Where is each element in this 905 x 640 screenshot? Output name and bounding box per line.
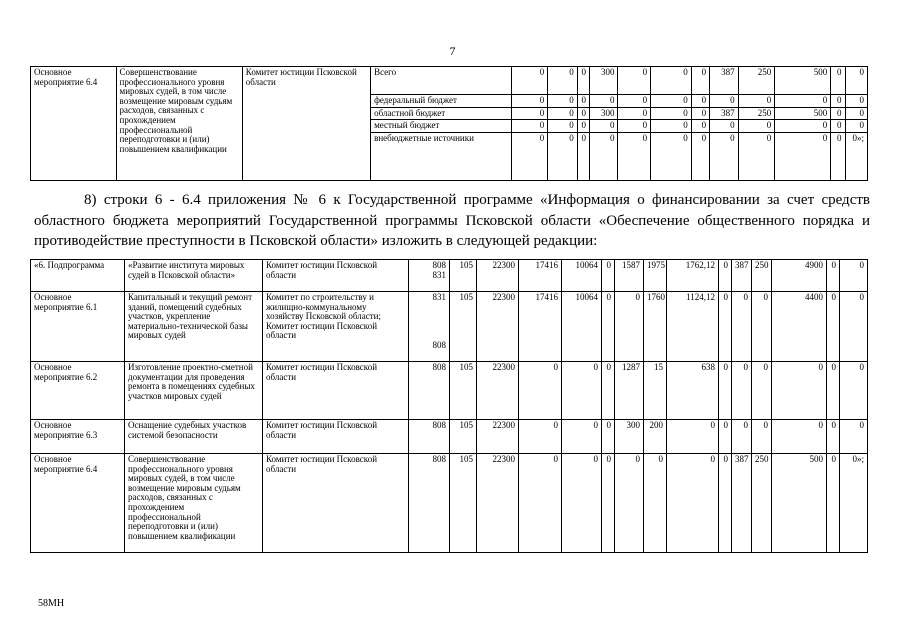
table-cell: 0 [644, 454, 667, 553]
document-code: 58МН [38, 598, 65, 609]
table-cell: 0 [519, 454, 562, 553]
table-cell: 0 [577, 67, 589, 95]
table-cell: 0 [775, 95, 831, 108]
table-cell: 0 [511, 67, 548, 95]
table-cell: 0 [732, 292, 752, 362]
table-row [31, 454, 868, 553]
table-cell: 0 [691, 67, 709, 95]
table-row [31, 67, 868, 95]
table-cell: 0 [562, 454, 602, 553]
table-cell: 0 [577, 95, 589, 108]
table-cell: 0 [827, 260, 840, 292]
table-cell: 0 [845, 67, 867, 95]
table-cell: 0 [691, 95, 709, 108]
table-cell: 0 [548, 120, 578, 133]
table-cell: 0 [562, 362, 602, 420]
table-cell: 0 [752, 362, 772, 420]
table-cell: 0 [840, 420, 868, 454]
table-cell: 0 [845, 95, 867, 108]
table-cell: 0 [651, 95, 692, 108]
table-cell: «6. Подпрограмма [31, 260, 125, 292]
table-cell: 0 [618, 132, 651, 180]
table-cell: 0 [840, 292, 868, 362]
table-cell: 200 [644, 420, 667, 454]
table-cell: 808 [409, 362, 450, 420]
table-cell: 105 [450, 420, 477, 454]
table-cell: Основное мероприятие 6.3 [31, 420, 125, 454]
table-cell: 0 [651, 120, 692, 133]
table-cell: 0 [827, 292, 840, 362]
table-cell: местный бюджет [371, 120, 512, 133]
table-cell: 0 [667, 454, 719, 553]
table-row [31, 420, 868, 454]
table-cell: 300 [589, 67, 618, 95]
page-number: 7 [449, 44, 456, 58]
table-cell: Основное мероприятие 6.4 [31, 454, 125, 553]
table-cell: 22300 [477, 260, 519, 292]
table-cell: 22300 [477, 454, 519, 553]
table-cell: 1587 [615, 260, 644, 292]
table-cell: 0 [602, 454, 615, 553]
table-continuation [30, 66, 868, 181]
table-cell: 808 831 [409, 260, 450, 292]
table-cell: Оснащение судебных участков системой безопасности [125, 420, 263, 454]
table-cell: 0 [511, 95, 548, 108]
table-cell: 387 [732, 454, 752, 553]
table-cell: 0 [719, 292, 732, 362]
table-cell: 10064 [562, 260, 602, 292]
table-cell: 10064 [562, 292, 602, 362]
table-cell: 0 [827, 454, 840, 553]
table-cell: 0 [691, 120, 709, 133]
table-cell: 300 [589, 107, 618, 120]
table-cell: 0 [602, 292, 615, 362]
table-cell: 300 [615, 420, 644, 454]
table-cell: 0 [772, 420, 827, 454]
table-cell: 0 [831, 107, 845, 120]
table-cell: областной бюджет [371, 107, 512, 120]
table-cell: 0 [548, 95, 578, 108]
table-cell: 0 [738, 120, 775, 133]
table-cell: 22300 [477, 420, 519, 454]
table-cell: 808 [409, 454, 450, 553]
table-cell: 387 [710, 107, 739, 120]
table-cell: 0 [775, 120, 831, 133]
table-cell: 0 [548, 107, 578, 120]
table-cell: 250 [752, 260, 772, 292]
table-cell: 0 [577, 120, 589, 133]
table-cell: Совершенствование профессионального уровня мировых судей, в том числе возмещение мировым судьям расходов, связанных с прохождением профессиональной переподготовки и (или) повышением квалификации [125, 454, 263, 553]
table-cell: 0 [667, 420, 719, 454]
table-cell: 0 [772, 362, 827, 420]
table-cell: 0 [519, 420, 562, 454]
table-cell: 0 [691, 107, 709, 120]
table-cell: 0 [719, 362, 732, 420]
table-cell: 0 [618, 67, 651, 95]
table-cell: 0 [831, 120, 845, 133]
table-cell: 0 [710, 95, 739, 108]
table-cell: 0 [831, 132, 845, 180]
table-cell: 0 [511, 107, 548, 120]
table-cell: 0 [827, 362, 840, 420]
table-cell: 250 [752, 454, 772, 553]
table-cell: 500 [772, 454, 827, 553]
table-cell: 1124,12 [667, 292, 719, 362]
table-cell: 22300 [477, 292, 519, 362]
table-cell: 0 [577, 107, 589, 120]
table-cell: «Развитие института мировых судей в Псковской области» [125, 260, 263, 292]
table-cell: 250 [738, 107, 775, 120]
table-cell: 0 [548, 132, 578, 180]
table-cell: 0 [577, 132, 589, 180]
table-cell: 1760 [644, 292, 667, 362]
table-cell: 0 [589, 95, 618, 108]
table-cell: 0 [840, 260, 868, 292]
table-cell: Комитет юстиции Псковской области [263, 362, 409, 420]
table-cell: Основное мероприятие 6.4 [31, 67, 117, 181]
table-cell: 0 [827, 420, 840, 454]
table-cell: 0 [710, 120, 739, 133]
table-cell: 387 [710, 67, 739, 95]
table-cell: 0 [831, 95, 845, 108]
table-cell: 4400 [772, 292, 827, 362]
amendment-paragraph [34, 190, 870, 252]
table-cell: 0 [511, 132, 548, 180]
table-cell: 0 [602, 260, 615, 292]
table-cell: 0 [651, 107, 692, 120]
table-replacement [30, 259, 868, 553]
table-cell: 387 [732, 260, 752, 292]
table-cell: 638 [667, 362, 719, 420]
table-cell: 0 [732, 362, 752, 420]
table-cell: 105 [450, 362, 477, 420]
table-cell: Комитет по строительству и жилищно-коммунальному хозяйству Псковской области; Комитет юстиции Псковской области [263, 292, 409, 362]
table-cell: 0 [775, 132, 831, 180]
table-cell: 0»; [840, 454, 868, 553]
amendment-text: 8) строки 6 - 6.4 приложения № 6 к Государственной программе «Информация о финансировании за счет средств областного бюджета мероприятий Государственной программы Псковской области «Обеспечение общественного порядка и противодействие преступности в Псковской области» изложить в следующей редакции: [34, 192, 870, 249]
table-cell: 500 [775, 107, 831, 120]
table-cell: 0 [691, 132, 709, 180]
table-cell: 105 [450, 454, 477, 553]
table-cell: 0 [752, 292, 772, 362]
table-cell: 0 [845, 107, 867, 120]
table-cell: 105 [450, 292, 477, 362]
table-cell: Комитет юстиции Псковской области [263, 420, 409, 454]
table-cell: 0 [589, 132, 618, 180]
table-cell: 17416 [519, 260, 562, 292]
table-cell: 1975 [644, 260, 667, 292]
table-cell: 0 [831, 67, 845, 95]
table-cell: Совершенствование профессионального уровня мировых судей, в том числе возмещение мировым судьям расходов, связанных с прохождением профессиональной переподготовки и (или) повышением квалификации [116, 67, 242, 181]
table-cell: Основное мероприятие 6.1 [31, 292, 125, 362]
table-cell: 0 [651, 67, 692, 95]
table-row [31, 260, 868, 292]
table-cell: 0 [618, 95, 651, 108]
table-cell: 22300 [477, 362, 519, 420]
table-cell: Всего [371, 67, 512, 95]
table-cell: 0 [615, 454, 644, 553]
table-cell: 0 [719, 260, 732, 292]
table-row [31, 362, 868, 420]
table-cell: 250 [738, 67, 775, 95]
table-cell: Основное мероприятие 6.2 [31, 362, 125, 420]
table-cell: 105 [450, 260, 477, 292]
table-cell: 4900 [772, 260, 827, 292]
table-cell: федеральный бюджет [371, 95, 512, 108]
table-cell: Комитет юстиции Псковской области [242, 67, 370, 181]
table-cell: 0 [840, 362, 868, 420]
table-cell: 0 [615, 292, 644, 362]
table-cell: 0 [548, 67, 578, 95]
table-cell: 500 [775, 67, 831, 95]
table-cell: 0 [562, 420, 602, 454]
table-cell: 0 [511, 120, 548, 133]
table-cell: 0 [519, 362, 562, 420]
table-cell: 0 [732, 420, 752, 454]
table-cell: Комитет юстиции Псковской области [263, 260, 409, 292]
table-row [31, 292, 868, 362]
table-cell: Комитет юстиции Псковской области [263, 454, 409, 553]
table-cell: 17416 [519, 292, 562, 362]
table-cell: 0 [602, 420, 615, 454]
table-cell: 0 [719, 420, 732, 454]
table-cell: 1287 [615, 362, 644, 420]
table-cell: 831 808 [409, 292, 450, 362]
table-cell: 0 [618, 107, 651, 120]
table-cell: 0 [602, 362, 615, 420]
table-cell: 0 [651, 132, 692, 180]
table-cell: Капитальный и текущий ремонт зданий, помещений судебных участков, укрепление материально-технической базы мировых судей [125, 292, 263, 362]
table-cell: 0 [738, 132, 775, 180]
table-cell: внебюджетные источники [371, 132, 512, 180]
table-cell: 0 [845, 120, 867, 133]
table-cell: Изготовление проектно-сметной документации для проведения ремонта в помещениях судебных участков мировых судей [125, 362, 263, 420]
table-cell: 808 [409, 420, 450, 454]
table-cell: 0 [752, 420, 772, 454]
table-cell: 1762,12 [667, 260, 719, 292]
table-cell: 0 [719, 454, 732, 553]
table-cell: 0 [710, 132, 739, 180]
table-cell: 0 [589, 120, 618, 133]
table-cell: 0 [738, 95, 775, 108]
table-cell: 15 [644, 362, 667, 420]
table-cell: 0 [618, 120, 651, 133]
table-cell: 0»; [845, 132, 867, 180]
